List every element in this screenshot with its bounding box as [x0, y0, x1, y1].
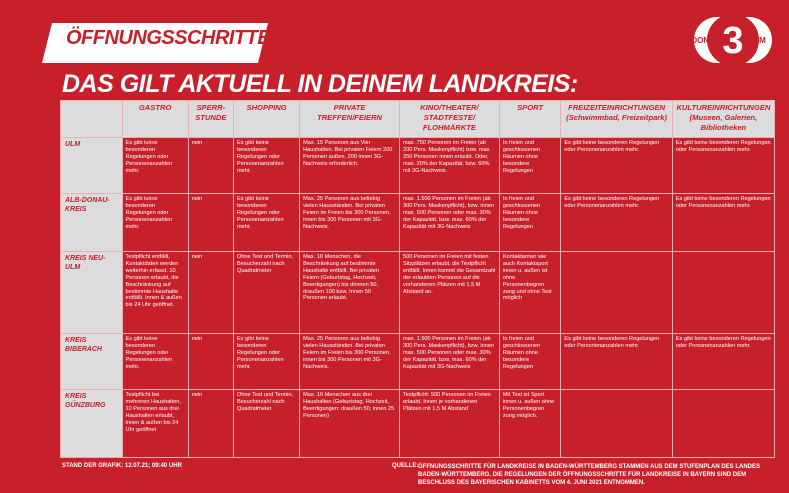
header-gastro: GASTRO [122, 101, 188, 138]
table-header-row [61, 101, 775, 138]
rules-table [60, 100, 775, 458]
table-cell: Es gibt keine besonderen Regelungen oder Personenanzahlen mehr. [233, 334, 299, 390]
table-cell: max. 750 Personen im Freien (ab 200 Pers. Maskenpflicht) bzw. max. 250 Personen innen erlaubt. Oder, max. 20% der Kapazität, bzw. 60% mit 3G-Nachweis. [399, 138, 499, 194]
header-freizeiteinrichtungen: FREIZEITEINRICHTUNGEN (Schwimmbad, Freizeitpark) [561, 101, 672, 138]
table-cell: Es gibt keine besonderen Regelungen oder Personenanzahlen mehr. [122, 194, 188, 252]
source-label: QUELLE: [392, 463, 419, 469]
table-cell: Testpflicht bei mehreren Haushalten, 10 Personen aus drei Haushalten erlaubt, innen & außen bis 24 Uhr geöffnet [122, 390, 188, 458]
table-cell: Es gibt keine besonderen Regelungen oder Personenanzahlen mehr. [233, 138, 299, 194]
table-cell: Testpflicht entfällt, Kontaktdaten werden weiterhin erfasst. 10 Personen erlaubt, die Beschränkung auf bestimmte Haushalte entfällt. Innen & außen bis 24 Uhr geöffnet. [122, 252, 188, 334]
table-cell: Kontaktarmer wie auch Kontaktsport innen u. außen ist ohne Personenbegren zung und ohne Test möglich [499, 252, 561, 334]
table-cell: nein [188, 138, 233, 194]
table-cell: Mit Test ist Sport innen u. außen ohne Personenbegren zung möglich. [499, 390, 561, 458]
table-cell: Es gibt keine besonderen Regelungen oder Personenanzahlen mehr. [672, 138, 774, 194]
header-sperrstunde: SPERR-STUNDE [188, 101, 233, 138]
header-kultureinrichtungen: KULTUREINRICHTUNGEN (Museen, Galerien, Bibliotheken [672, 101, 774, 138]
table-cell: Testpflicht: 500 Personen im Freien erlaubt. Innen je vorhandenen Plätzen mit 1,5 M Abstand [399, 390, 499, 458]
logo-right-text: FM [754, 36, 766, 45]
table-cell: max. 1.500 Personen im Freien (ab 300 Pers. Maskenpflicht), bzw. innen max. 500 Personen oder max. 30% der Kapazität, bzw. max. 60% der Kapazität mit 3G-Nachweis [399, 194, 499, 252]
logo-left-text: DONAU [691, 36, 721, 45]
donau3fm-logo [688, 10, 778, 70]
header-private-treffen: PRIVATE TREFFEN/FEIERN [300, 101, 400, 138]
table-cell: Es gibt keine besonderen Regelungen oder Personenanzahlen mehr. [561, 194, 672, 252]
table-cell: In freien und geschlossenen Räumen ohne besondere Regelungen [499, 194, 561, 252]
source-text: ÖFFNUNGSSCHRITTE FÜR LANDKREISE IN BADEN-WÜRTTEMBERG STAMMEN AUS DEM STUFENPLAN DES LANDES BADEN-WÜRTTEMBERG. DIE REGELUNGEN DER ÖFFNUNGSSCHRITTE FÜR LANDKREISE IN BAYERN SIND DEM BESCHLUSS DES BAYERISCHEN KABINETTS VOM 4. JUNI 2021 ENTNOMMEN. [418, 464, 760, 486]
logo-graphic [688, 10, 778, 70]
table-cell: Ohne Test und Termin, Besucherzahl nach Quadratmeter [233, 252, 299, 334]
table-row-kreis-neu-ulm [61, 252, 775, 334]
table-cell [672, 252, 774, 334]
logo-number: 3 [722, 20, 744, 62]
header-sport: SPORT [499, 101, 561, 138]
table-cell [561, 390, 672, 458]
header-corner [61, 101, 123, 138]
header-shopping: SHOPPING [233, 101, 299, 138]
rules-table-container [60, 100, 775, 458]
table-cell: Es gibt keine besonderen Regelungen oder Personenanzahlen mehr. [122, 138, 188, 194]
table-cell: Max. 25 Personen aus beliebig vielen Hausständen. Bei privaten Feiern im Freien bis 300 Personen, innen bis 300 Personen mit 3G-Nachweis. [300, 194, 400, 252]
table-cell: Max. 15 Personen aus Vier Haushalten. Bei privaten Feiern 200 Personen außen, 200 innen 3G-Nachweis erforderlich. [300, 138, 400, 194]
table-cell: max. 1.500 Personen im Freien (ab 300 Pers. Maskenpflicht), bzw. innen max. 500 Personen oder max. 30% der Kapazität, bzw. max. 60% der Kapazität mit 3G-Nachweis [399, 334, 499, 390]
header-kino-theater: KINO/THEATER/ STADTFESTE/ FLOHMÄRKTE [399, 101, 499, 138]
table-row-kreis-guenzburg [61, 390, 775, 458]
table-cell: Es gibt keine besonderen Regelungen oder Personenanzahlen mehr. [561, 138, 672, 194]
graphic-date-stand: STAND DER GRAFIK: 12.07.21; 09:40 UHR [62, 463, 182, 469]
table-cell: Ohne Test und Termin, Besucherzahl nach Quadratmeter [233, 390, 299, 458]
table-cell [561, 252, 672, 334]
title-banner: ÖFFNUNGSSCHRITTE [66, 27, 271, 49]
row-label-ulm: ULM [61, 138, 123, 194]
table-cell: nein [188, 334, 233, 390]
table-cell: Es gibt keine besonderen Regelungen oder Personenanzahlen mehr. [561, 334, 672, 390]
table-cell: nein [188, 390, 233, 458]
headline: DAS GILT AKTUELL IN DEINEM LANDKREIS: [62, 70, 578, 98]
row-label-kreis-guenzburg: KREIS GÜNZBURG [61, 390, 123, 458]
table-cell: Max. 10 Menschen aus drei Haushalten (Geburtstag, Hochzeit, Beerdigungen: draußen 50; innen 25 Personen) [300, 390, 400, 458]
table-cell: nein [188, 194, 233, 252]
table-cell: In freien und geschlossenen Räumen ohne besondere Regelungen [499, 138, 561, 194]
table-cell: In freien und geschlossenen Räumen ohne besondere Regelungen [499, 334, 561, 390]
table-cell: Es gibt keine besonderen Regelungen oder Personenanzahlen mehr. [233, 194, 299, 252]
table-row-kreis-biberach [61, 334, 775, 390]
table-cell: Es gibt keine besonderen Regelungen oder Personenanzahlen mehr. [672, 334, 774, 390]
table-cell: Es gibt keine besonderen Regelungen oder Personenanzahlen mehr. [122, 334, 188, 390]
table-cell: Max. 25 Personen aus beliebig vielen Hausständen. Bei privaten Feiern im Freien bis 300 Personen, innen bis 300 Personen mit 3G-Nachweis. [300, 334, 400, 390]
table-cell: 500 Personen im Freien mit festen Sitzplätzen erlaubt, die Testpflicht entfällt. Innen kommt die Gesamtzahl der erlaubten Personen auf die vorhandenen Plätzen mit 1,5 M Abstand an. [399, 252, 499, 334]
table-cell: Es gibt keine besonderen Regelungen oder Personenanzahlen mehr. [672, 194, 774, 252]
table-cell: Max. 10 Menschen, die Beschränkung auf bestimmte Haushalte entfällt. Bei privaten Feiern (Geburtstag, Hochzeit, Beerdigungen) bis drinnen 50, draußen 100 bzw. Innen 50 Personen erlaubt. [300, 252, 400, 334]
row-label-kreis-biberach: KREIS BIBERACH [61, 334, 123, 390]
table-cell: nein [188, 252, 233, 334]
table-row-alb-donau-kreis [61, 194, 775, 252]
table-cell [672, 390, 774, 458]
table-row-ulm [61, 138, 775, 194]
row-label-kreis-neu-ulm: KREIS NEU-ULM [61, 252, 123, 334]
row-label-alb-donau-kreis: ALB-DONAU-KREIS [61, 194, 123, 252]
